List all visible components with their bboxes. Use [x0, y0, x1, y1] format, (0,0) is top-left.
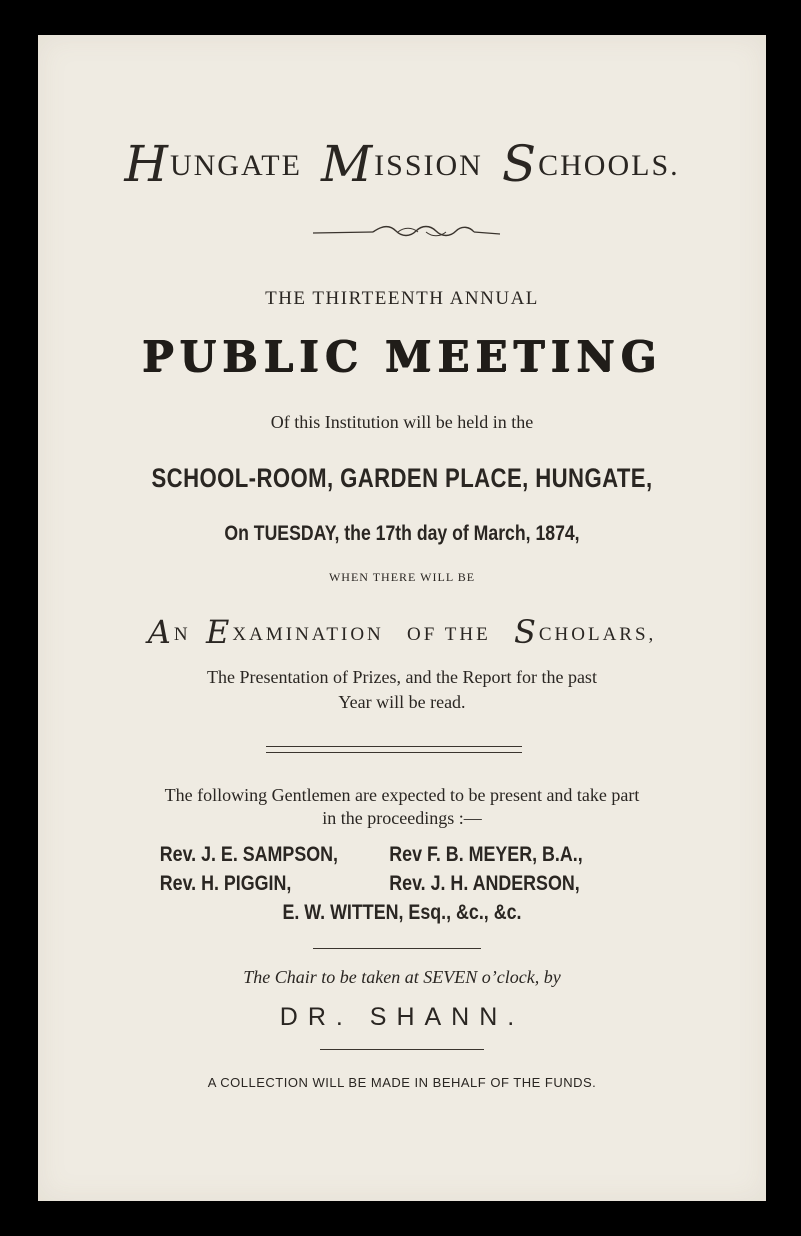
title-word: UNGATE: [169, 149, 302, 182]
speaker-name: E. W. WITTEN, Esq., &c., &c.: [282, 901, 522, 924]
examination-heading: [38, 613, 766, 651]
presentation-line: Year will be read.: [338, 692, 466, 712]
presentation-line: The Presentation of Prizes, and the Report for the past: [207, 667, 597, 687]
speaker-name: Rev F. B. MEYER, B.A.,: [389, 843, 583, 866]
names-row: [93, 843, 712, 867]
title-initial: M: [320, 135, 375, 193]
divider: [313, 948, 481, 949]
document-title: [38, 135, 766, 193]
exam-word: XAMINATION: [232, 624, 384, 645]
exam-word: N: [173, 624, 191, 645]
names-row: [93, 872, 712, 896]
handbill-sheet: [38, 35, 766, 1201]
exam-word: CHOLARS,: [538, 624, 657, 645]
date-line: On TUESDAY, the 17th day of March, 1874,: [224, 522, 580, 545]
exam-initial: E: [206, 613, 233, 651]
event-heading: PUBLIC MEETING: [141, 332, 663, 381]
speaker-name: Rev. H. PIGGIN,: [159, 872, 292, 895]
chair-line: The Chair to be taken at SEVEN o’clock, by: [243, 967, 561, 987]
title-initial: S: [501, 135, 539, 193]
when-line: WHEN THERE WILL BE: [328, 570, 476, 584]
exam-word: OF THE: [407, 624, 491, 645]
gentlemen-line: The following Gentlemen are expected to be present and take part: [164, 785, 640, 805]
held-line: Of this Institution will be held in the: [270, 412, 534, 432]
title-initial: H: [124, 135, 170, 193]
gentlemen-line: in the proceedings :—: [322, 808, 482, 828]
exam-initial: A: [147, 613, 174, 651]
collection-notice: A COLLECTION WILL BE MADE IN BEHALF OF THE FUNDS.: [207, 1075, 597, 1090]
flourish-ornament: [38, 223, 766, 241]
venue: SCHOOL-ROOM, GARDEN PLACE, HUNGATE,: [151, 463, 653, 493]
subtitle: THE THIRTEENTH ANNUAL: [265, 288, 539, 309]
divider: [320, 1049, 484, 1050]
exam-initial: S: [513, 613, 539, 651]
title-word: CHOOLS.: [538, 149, 680, 182]
title-word: ISSION: [374, 149, 483, 182]
chairman-name: DR. SHANN.: [279, 1003, 525, 1031]
speaker-name: Rev. J. E. SAMPSON,: [159, 843, 338, 866]
double-rule: [266, 746, 522, 753]
speaker-name: Rev. J. H. ANDERSON,: [389, 872, 580, 895]
